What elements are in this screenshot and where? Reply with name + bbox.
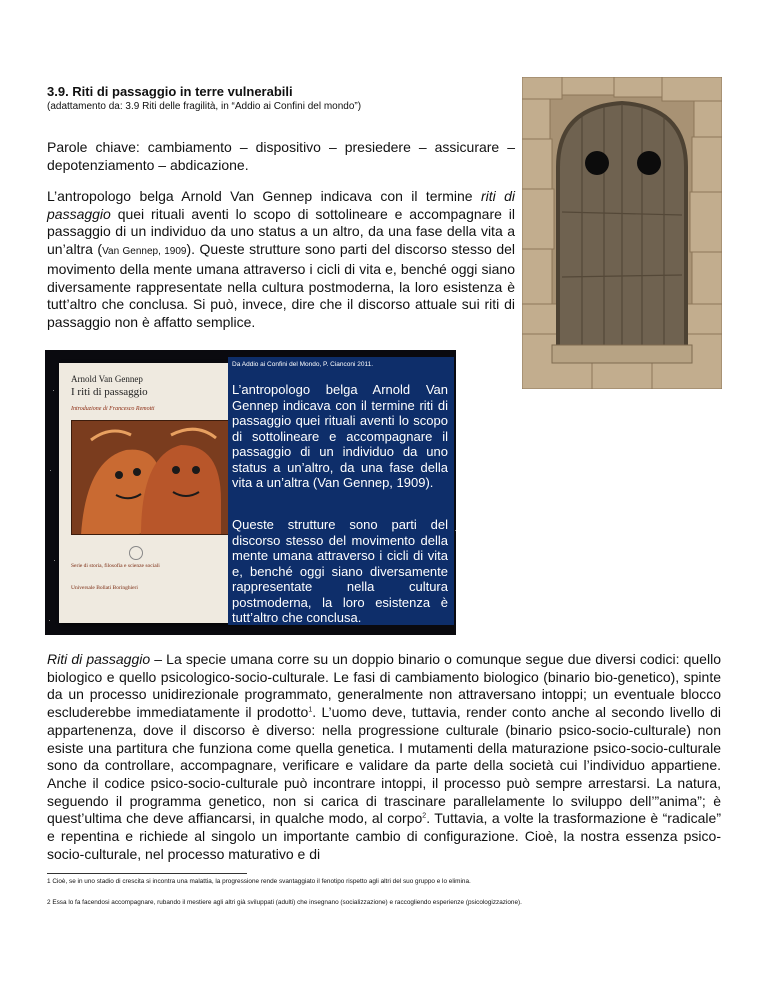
footnote-ref-1[interactable]: 1 — [308, 706, 313, 714]
quote-paragraph-1: L’antropologo belga Arnold Van Gennep indicava con il termine riti di passaggio quei rituali aventi lo scopo di sottolineare e accompagnare il passaggio di un individuo da uno status a un’altro, da una fase della vita a un’altra (Van Gennep, 1909). — [232, 382, 448, 490]
book-title: I riti di passaggio — [71, 386, 148, 398]
intro-paragraph: L’antropologo belga Arnold Van Gennep indicava con il termine riti di passaggio quei rituali aventi lo scopo di sottolineare e accompagnare il passaggio di un individuo da uno status a un altro, da una fase della vita a un’altra (Van Gennep, 1909). Queste strutture sono parti del discorso stesso del movimento della mente umana attraverso i cicli di vita e, benché oggi siano diversamente rappresentate nella cultura postmoderna, la loro esistenza è tutt’altro che conclusa. Si può, invece, dire che il discorso attuale sui riti di passaggio non è affatto semplice. — [47, 188, 516, 330]
footnote-ref-2[interactable]: 2 — [422, 812, 427, 820]
body-lead-term: Riti di passaggio — [47, 651, 151, 667]
quote-paragraph-2: Queste strutture sono parti del discorso stesso del movimento della mente umana attraverso i cicli di vita e, benché oggi siano diversamente rappresentate nella cultura postmoderna, la loro esistenza è tutt’altro che conclusa. — [232, 517, 448, 625]
book-author: Arnold Van Gennep — [71, 374, 143, 384]
footnote-2: 2 Essa lo fa facendosi accompagnare, rubando il mestiere agli altri già sviluppati (adulti) che insegnano (socializzazione) e raccogliendo esperienze (psicologizzazione). — [47, 899, 522, 906]
footnote-1: 1 Cioè, se in uno stadio di crescita si incontra una malattia, la progressione rende svantaggiato il fenotipo rispetto agli altri del suo gruppo e lo elimina. — [47, 878, 471, 885]
book-intro: Introduzione di Francesco Remotti — [71, 406, 155, 412]
door-photo — [522, 77, 722, 389]
book-publisher: Universale Bollati Boringhieri — [71, 585, 138, 591]
figure-panel — [45, 350, 456, 635]
citation: Van Gennep, 1909 — [102, 246, 187, 258]
publisher-logo-icon — [129, 546, 143, 560]
footnote-divider — [47, 873, 247, 874]
section-title: 3.9. Riti di passaggio in terre vulnerabili — [47, 84, 293, 99]
term-riti-di-passaggio: riti di passaggio — [47, 188, 515, 222]
body-paragraph: Riti di passaggio – La specie umana corre su un doppio binario o comunque segue due diversi codici: quello biologico e quello psicologico-socio-culturale. Le fasi di cambiamento biologico (binario bio-genetico), spinte da un processo unidirezionale programmato, generalmente non attraversano intoppi; un eventuale blocco escluderebbe immediatamente il prodotto$^1$. L’uomo deve, tuttavia, render conto anche al secondo livello di appartenenza, dove il discorso è diverso: nella progressione culturale (binario psico-socio-culturale) non esiste una partitura che funziona come quella genetica. I mutamenti della maturazione psico-socio-culturale sono da controllare, accompagnare, verificare e validare da parte della società cui l’individuo appartiene. Anche il codice psico-socio-culturale può incontrare intoppi, il processo può sempre arrestarsi. La natura, seguendo il programma genetico, non si carica di trascinare parallelamente lo sviluppo dell’”anima”; è quest’ultima che deve affiancarsi, in qualche modo, al corpo$^2$. Tuttavia, a volte la trasformazione è “radicale” e repentina e richiede al singolo un importante cambio di configurazione. Cioè, la nostra essenza psico-socio-culturale, nel processo maturativo e di — [47, 651, 721, 862]
book-cover — [59, 363, 245, 623]
quote-source: Da Addio ai Confini del Mondo, P. Cianconi 2011. — [232, 361, 374, 368]
book-series: Serie di storia, filosofia e scienze sociali — [71, 563, 160, 569]
section-subtitle: (adattamento da: 3.9 Riti delle fragilità, in “Addio ai Confini del mondo”) — [47, 101, 362, 112]
quote-box — [228, 357, 454, 625]
keywords-paragraph: Parole chiave: cambiamento – dispositivo – presiedere – assicurare – depotenziamento – abdicazione. — [47, 139, 515, 173]
book-cover-art — [71, 420, 231, 535]
